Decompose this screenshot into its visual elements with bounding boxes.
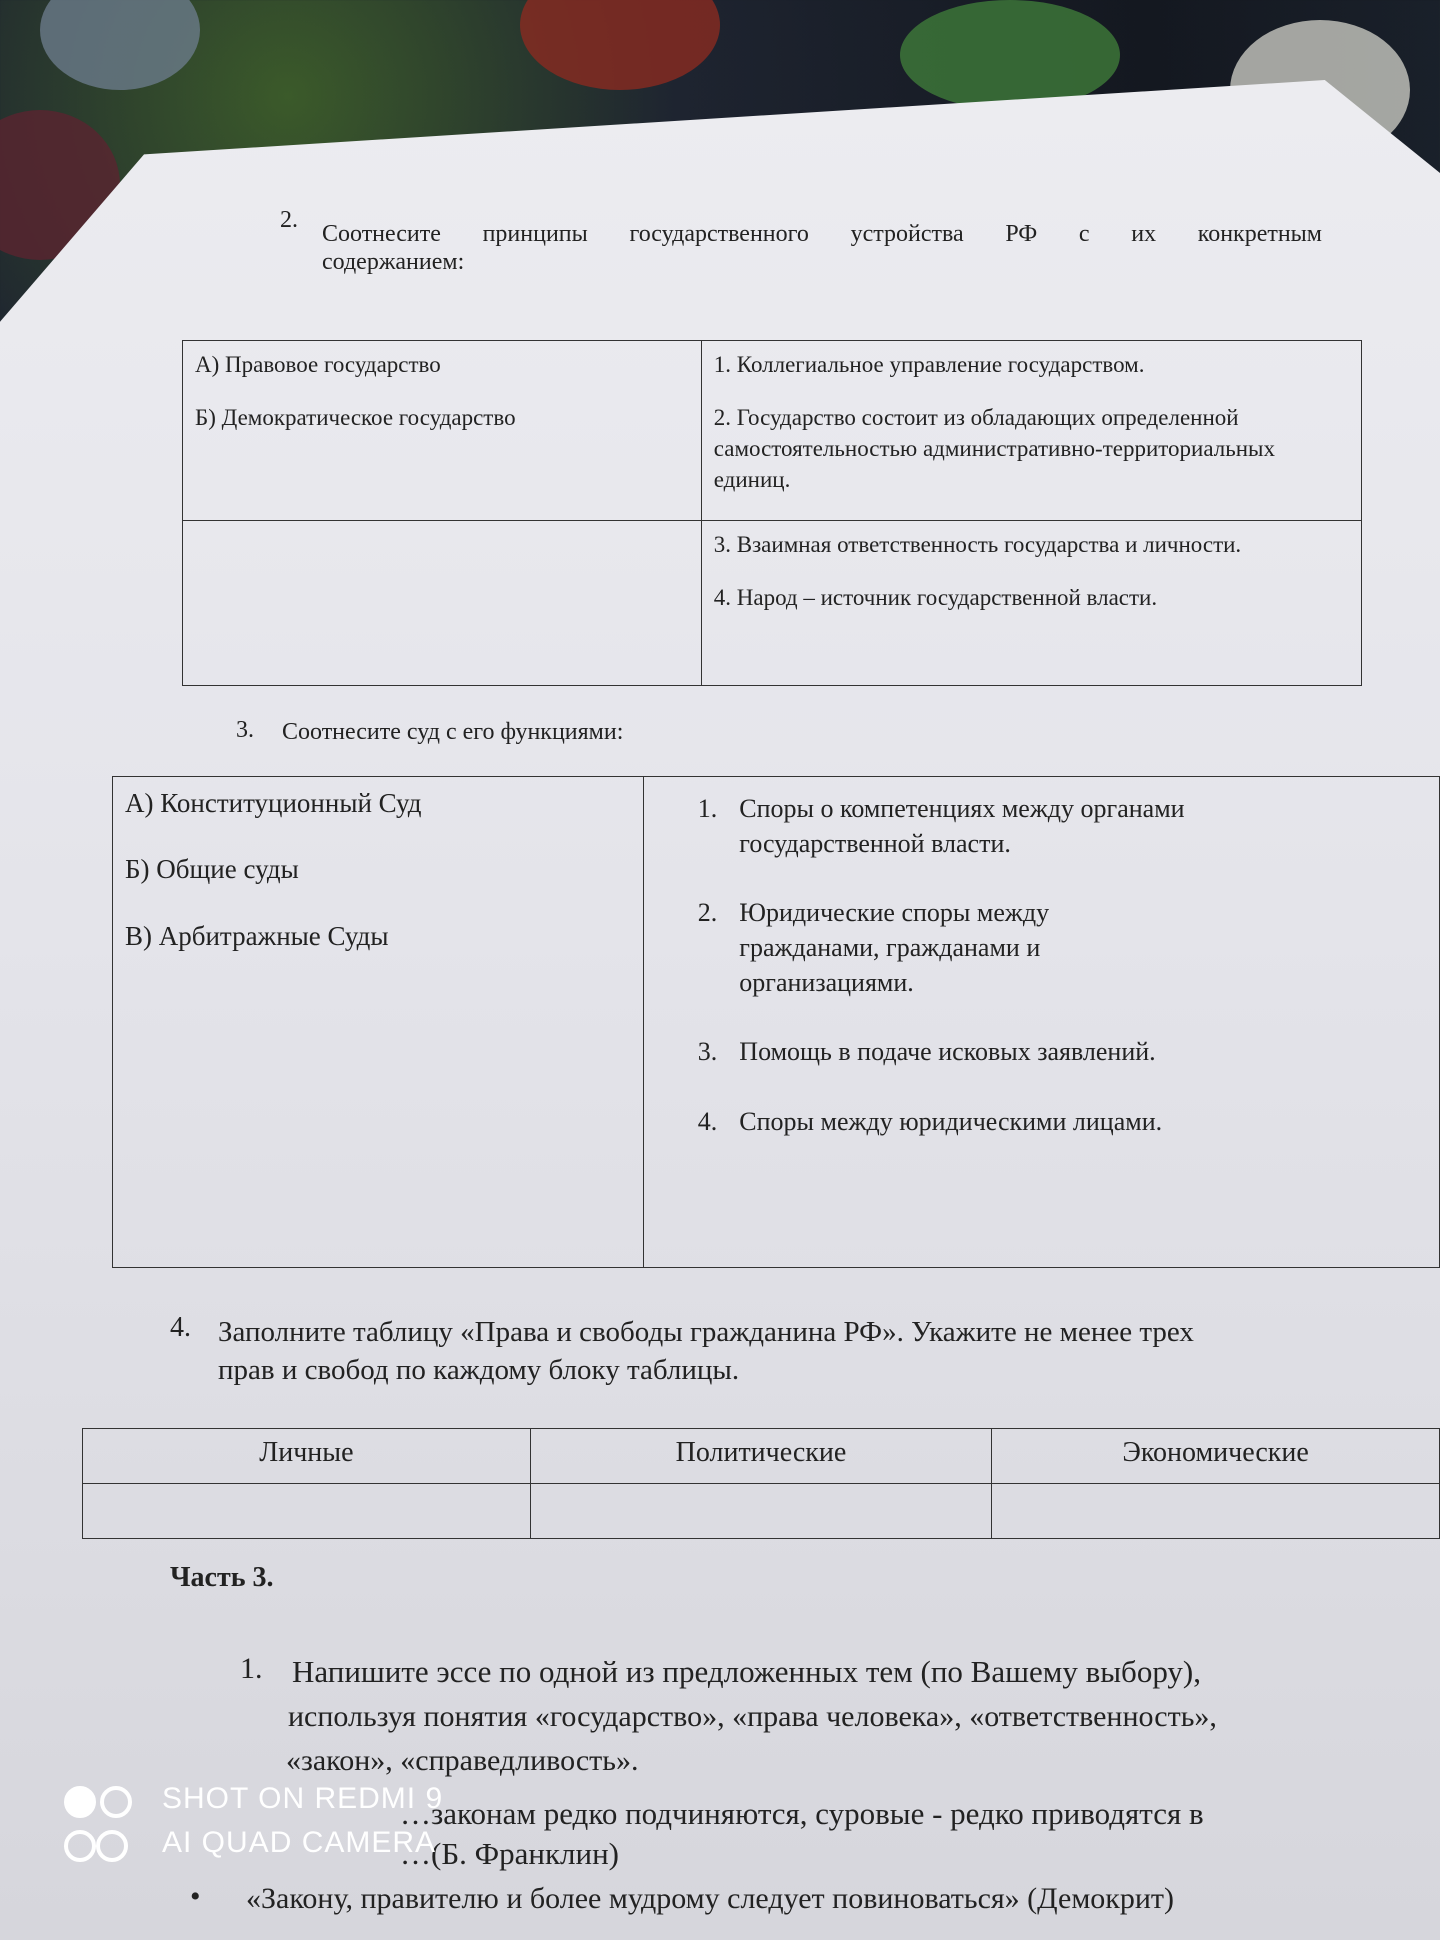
task2-text-line1: Соотнесите принципы государственного устройства РФ с их конкретным [322,221,1322,247]
task3-number: 3. [236,717,254,743]
part3-item-line3: «закон», «справедливость». [286,1744,639,1777]
rights-table [82,1428,1440,1539]
bullet-icon: • [190,1880,201,1913]
task3-left-item: А) Конституционный Суд [125,788,422,818]
quote2: «Закону, правителю и более мудрому следует повиноваться» (Демокрит) [246,1882,1175,1915]
camera-logo-icon [96,1830,128,1862]
rights-cell-empty[interactable] [530,1484,991,1539]
task3-table [112,776,1440,1268]
part3-item-number: 1. [240,1652,263,1685]
task2-left-item: А) Правовое государство [195,352,441,377]
task2-right-cell [701,521,1361,686]
rights-header-personal: Личные [83,1429,531,1484]
task4-line1: Заполните таблицу «Права и свободы гражданина РФ». Укажите не менее трех [218,1316,1194,1348]
task4-number: 4. [170,1312,191,1343]
item-text: Помощь в подаче исковых заявлений. [739,1037,1156,1067]
camera-logo-icon [64,1786,96,1818]
task2-left-item: Б) Демократическое государство [195,405,516,431]
background-fabric [900,0,1120,110]
rights-header-political: Политические [530,1429,991,1484]
item-text: Споры о компетенциях между органами государственной власти. [739,794,1185,859]
rights-header-economic: Экономические [992,1429,1440,1484]
part3-item-line2: используя понятия «государство», «права человека», «ответственность», [288,1700,1217,1733]
task2-number: 2. [280,207,298,233]
task3-left-item: Б) Общие суды [125,854,299,885]
watermark-line2: AI QUAD CAMERA [162,1826,437,1859]
background-fabric [40,0,200,90]
rights-cell-empty[interactable] [992,1484,1440,1539]
part3-title: Часть 3. [170,1562,274,1593]
quote1-line1: …законам редко подчиняются, суровые - редко приводятся в [400,1796,1204,1831]
item-number: 2. [697,898,718,928]
task2-right-item: 3. Взаимная ответственность государства и личности. [713,532,1242,557]
task2-right-item: 2. Государство состоит из обладающих определенной самостоятельностью административно-территориальных единиц. [713,405,1275,493]
task2-text-line2: содержанием: [322,249,465,275]
task2-right-item: 1. Коллегиальное управление государством. [713,352,1145,377]
camera-logo-icon [64,1830,96,1862]
quote1-line2: …(Б. Франклин) [400,1836,619,1871]
task2-left-cell [183,341,702,521]
task3-right-item [698,791,1427,861]
camera-logo-icon [100,1786,132,1818]
task3-right-item [698,1034,1427,1069]
task3-right-cell [643,777,1439,1268]
task3-left-cell [113,777,644,1268]
task3-text: Соотнесите суд с его функциями: [282,719,624,745]
task2-right-cell [701,341,1361,521]
part3-item-line1: Напишите эссе по одной из предложенных тем (по Вашему выбору), [292,1654,1201,1689]
task2-table [182,340,1362,686]
item-text: Юридические споры между гражданами, гражданами и организациями. [739,898,1050,998]
item-number: 4. [697,1106,718,1136]
task2-right-item: 4. Народ – источник государственной власти. [713,585,1158,611]
item-text: Споры между юридическими лицами. [739,1106,1163,1136]
task3-left-item: В) Арбитражные Суды [125,920,389,951]
background-fabric [520,0,720,90]
task2-empty-cell [183,521,702,686]
watermark-line1: SHOT ON REDMI 9 [162,1782,444,1815]
task4-line2: прав и свобод по каждому блоку таблицы. [218,1354,740,1386]
item-number: 1. [697,794,718,823]
task3-right-item [698,895,1427,1000]
rights-cell-empty[interactable] [83,1484,531,1539]
item-number: 3. [697,1037,718,1067]
task3-right-item [698,1104,1427,1139]
